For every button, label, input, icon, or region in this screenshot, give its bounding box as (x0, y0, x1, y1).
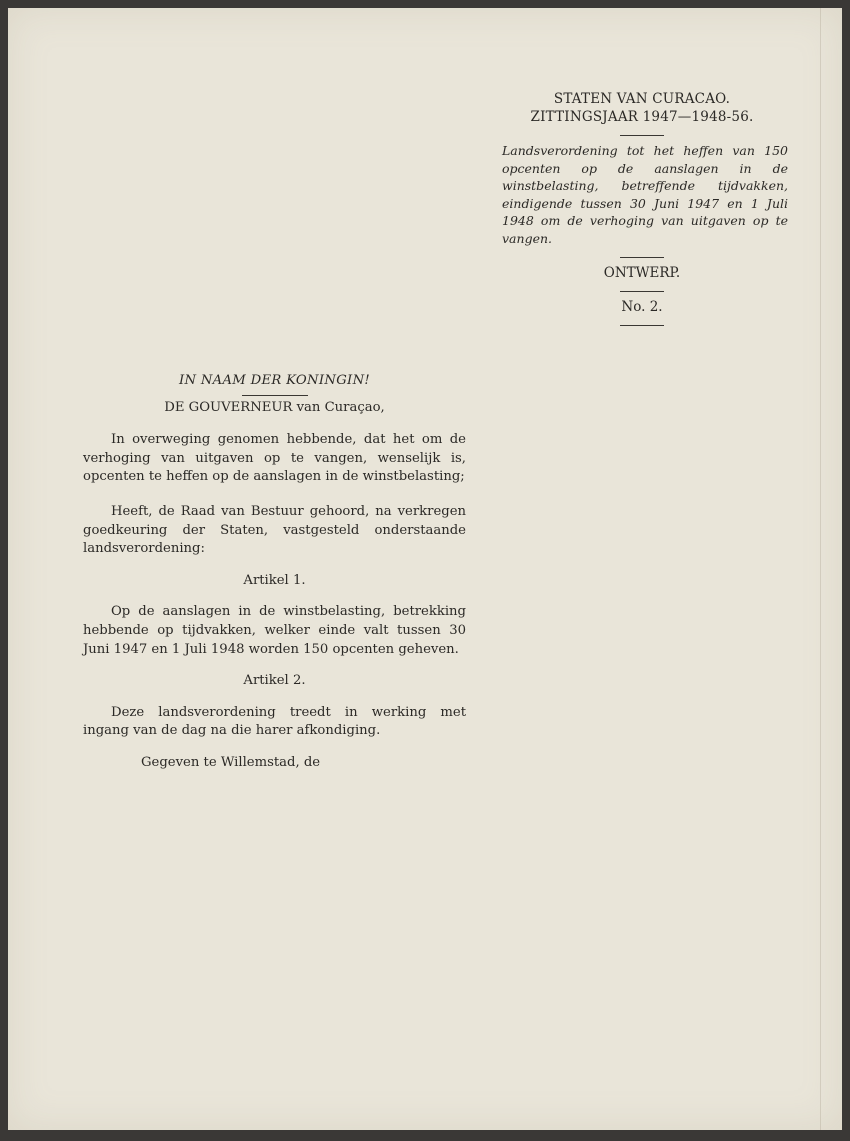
article-1-text: Op de aanslagen in de winstbelasting, betrekking hebbende op tijdvakken, welker einde valt tussen 30 Juni 1947 en 1 Juli 1948 worden 150 opcenten geheven. (83, 604, 466, 657)
article-1-title: Artikel 1. (243, 572, 306, 588)
divider (242, 395, 308, 396)
divider (620, 135, 664, 136)
header-title: STATEN VAN CURACAO. (553, 91, 731, 107)
closing-line: Gegeven te Willemstad, de (141, 754, 321, 770)
divider (620, 291, 664, 292)
issuer-line: DE GOUVERNEUR van Curaçao, (164, 399, 385, 415)
article-2-title: Artikel 2. (243, 673, 306, 689)
enactment-paragraph: Heeft, de Raad van Bestuur gehoord, na verkregen goedkeuring der Staten, vastgesteld onderstaande landsverordening: (83, 503, 466, 557)
invocation: IN NAAM DER KONINGIN! (178, 373, 371, 388)
header-session: ZITTINGSJAAR 1947—1948-56. (530, 109, 754, 125)
ordinance-description: Landsverordening tot het heffen van 150 opcenten op de aanslagen in de winstbelasting, betreffende tijdvakken, eindigende tussen 30 Juni 1947 en 1 Juli 1948 om de verhoging van uitgaven op te vangen. (502, 143, 788, 246)
article-2-text: Deze landsverordening treedt in werking met ingang van de dag na die harer afkondiging. (83, 704, 466, 739)
page-fold-line (820, 8, 821, 1130)
preamble-paragraph: In overweging genomen hebbende, dat het om de verhoging van uitgaven op te vangen, wenselijk is, opcenten te heffen op de aanslagen in de winstbelasting; (83, 432, 466, 485)
ordinance-body (83, 372, 466, 773)
document-number: No. 2. (621, 298, 663, 315)
document-page (8, 8, 842, 1130)
document-header (496, 90, 788, 332)
draft-label: ONTWERP. (603, 264, 681, 281)
divider (620, 325, 664, 326)
divider (620, 257, 664, 258)
